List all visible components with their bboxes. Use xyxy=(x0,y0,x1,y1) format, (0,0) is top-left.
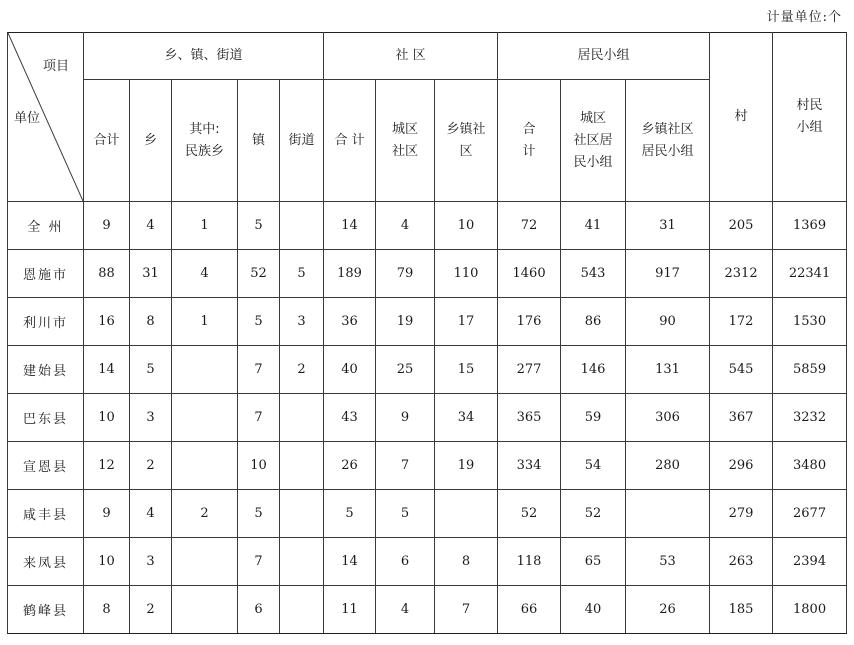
cell-town-community: 17 xyxy=(435,298,498,346)
cell-village: 205 xyxy=(710,202,773,250)
cell-community-total: 189 xyxy=(324,250,376,298)
cell-town-community xyxy=(435,490,498,538)
cell-city-community: 25 xyxy=(376,346,435,394)
cell-villager-groups: 2394 xyxy=(773,538,847,586)
cell-town-resident-groups: 53 xyxy=(626,538,710,586)
cell-resident-groups-total: 176 xyxy=(498,298,561,346)
header-villager-groups-line2: 小组 xyxy=(796,120,823,135)
header-village: 村 xyxy=(710,33,773,202)
table-row xyxy=(8,298,847,346)
row-region-name: 利川市 xyxy=(8,298,84,346)
cell-resident-groups-total: 118 xyxy=(498,538,561,586)
cell-township: 4 xyxy=(130,202,172,250)
cell-city-resident-groups: 41 xyxy=(561,202,626,250)
cell-resident-groups-total: 52 xyxy=(498,490,561,538)
cell-villager-groups: 2677 xyxy=(773,490,847,538)
cell-city-resident-groups: 543 xyxy=(561,250,626,298)
cell-city-community: 9 xyxy=(376,394,435,442)
header-city-rg-line1: 城区 xyxy=(580,110,607,126)
cell-town-resident-groups: 131 xyxy=(626,346,710,394)
cell-city-community: 5 xyxy=(376,490,435,538)
cell-town: 5 xyxy=(238,490,280,538)
unit-note: 计量单位:个 xyxy=(766,10,842,25)
cell-village: 172 xyxy=(710,298,773,346)
cell-village: 296 xyxy=(710,442,773,490)
cell-ethnic-township: 1 xyxy=(172,298,238,346)
header-town-rg-line1: 乡镇社区 xyxy=(641,121,694,137)
cell-community-total: 14 xyxy=(324,202,376,250)
cell-city-community: 4 xyxy=(376,202,435,250)
cell-town: 10 xyxy=(238,442,280,490)
cell-villager-groups: 1530 xyxy=(773,298,847,346)
cell-city-resident-groups: 65 xyxy=(561,538,626,586)
cell-community-total: 36 xyxy=(324,298,376,346)
header-town-rg-line2: 居民小组 xyxy=(641,143,694,159)
cell-city-resident-groups: 52 xyxy=(561,490,626,538)
cell-township: 31 xyxy=(130,250,172,298)
cell-city-community: 6 xyxy=(376,538,435,586)
cell-village: 2312 xyxy=(710,250,773,298)
table-row xyxy=(8,250,847,298)
cell-community-total: 40 xyxy=(324,346,376,394)
cell-town-community: 10 xyxy=(435,202,498,250)
header-city-resident-groups xyxy=(561,80,626,202)
cell-villager-groups: 1800 xyxy=(773,586,847,634)
cell-village: 263 xyxy=(710,538,773,586)
cell-city-community: 7 xyxy=(376,442,435,490)
cell-street xyxy=(280,538,324,586)
cell-resident-groups-total: 334 xyxy=(498,442,561,490)
cell-resident-groups-total: 72 xyxy=(498,202,561,250)
cell-village: 367 xyxy=(710,394,773,442)
cell-street xyxy=(280,586,324,634)
cell-town-community: 110 xyxy=(435,250,498,298)
row-region-name: 宣恩县 xyxy=(8,442,84,490)
cell-street xyxy=(280,442,324,490)
cell-ethnic-township xyxy=(172,346,238,394)
cell-village: 279 xyxy=(710,490,773,538)
cell-town-community: 19 xyxy=(435,442,498,490)
cell-ethnic-township: 4 xyxy=(172,250,238,298)
header-city-rg-line3: 民小组 xyxy=(573,154,613,170)
header-city-rg-line2: 社区居 xyxy=(573,132,613,148)
cell-town: 5 xyxy=(238,202,280,250)
cell-ethnic-township: 1 xyxy=(172,202,238,250)
header-town-community-line2: 区 xyxy=(459,143,473,159)
cell-township: 2 xyxy=(130,586,172,634)
header-town-community-line1: 乡镇社 xyxy=(446,121,486,137)
cell-towns-total: 12 xyxy=(84,442,130,490)
table-body xyxy=(8,202,847,634)
cell-town-resident-groups: 90 xyxy=(626,298,710,346)
cell-villager-groups: 22341 xyxy=(773,250,847,298)
cell-township: 3 xyxy=(130,538,172,586)
cell-towns-total: 10 xyxy=(84,538,130,586)
cell-ethnic-township xyxy=(172,394,238,442)
header-towns-total: 合计 xyxy=(84,80,130,202)
cell-city-community: 79 xyxy=(376,250,435,298)
cell-town-community: 15 xyxy=(435,346,498,394)
cell-town-community: 7 xyxy=(435,586,498,634)
header-community-group: 社 区 xyxy=(324,33,498,80)
row-region-name: 来凤县 xyxy=(8,538,84,586)
cell-city-resident-groups: 86 xyxy=(561,298,626,346)
cell-resident-groups-total: 365 xyxy=(498,394,561,442)
cell-towns-total: 8 xyxy=(84,586,130,634)
cell-township: 8 xyxy=(130,298,172,346)
cell-township: 4 xyxy=(130,490,172,538)
cell-villager-groups: 3480 xyxy=(773,442,847,490)
header-city-community-line1: 城区 xyxy=(392,121,419,137)
cell-township: 5 xyxy=(130,346,172,394)
cell-city-resident-groups: 59 xyxy=(561,394,626,442)
cell-ethnic-township xyxy=(172,442,238,490)
table-row xyxy=(8,202,847,250)
cell-town: 7 xyxy=(238,538,280,586)
cell-towns-total: 88 xyxy=(84,250,130,298)
cell-village: 185 xyxy=(710,586,773,634)
cell-town: 6 xyxy=(238,586,280,634)
header-township: 乡 xyxy=(130,80,172,202)
cell-city-resident-groups: 54 xyxy=(561,442,626,490)
table-row xyxy=(8,538,847,586)
cell-street xyxy=(280,394,324,442)
header-towns-group: 乡、镇、街道 xyxy=(84,33,324,80)
cell-ethnic-township: 2 xyxy=(172,490,238,538)
cell-community-total: 14 xyxy=(324,538,376,586)
cell-street xyxy=(280,490,324,538)
cell-city-community: 4 xyxy=(376,586,435,634)
header-town-community xyxy=(435,80,498,202)
cell-town-resident-groups xyxy=(626,490,710,538)
header-resident-groups-total xyxy=(498,80,561,202)
header-rg-total-line1: 合 xyxy=(522,121,536,137)
header-rg-total-line2: 计 xyxy=(522,143,536,159)
header-ethnic-line1: 其中: xyxy=(189,121,220,137)
row-region-name: 恩施市 xyxy=(8,250,84,298)
cell-towns-total: 9 xyxy=(84,202,130,250)
cell-village: 545 xyxy=(710,346,773,394)
cell-town-community: 34 xyxy=(435,394,498,442)
cell-community-total: 26 xyxy=(324,442,376,490)
cell-community-total: 43 xyxy=(324,394,376,442)
row-region-name: 鹤峰县 xyxy=(8,586,84,634)
cell-villager-groups: 5859 xyxy=(773,346,847,394)
cell-town-resident-groups: 306 xyxy=(626,394,710,442)
header-town: 镇 xyxy=(238,80,280,202)
header-villager-groups-line1: 村民 xyxy=(796,98,823,113)
cell-street: 2 xyxy=(280,346,324,394)
corner-header xyxy=(8,33,84,202)
header-ethnic-line2: 民族乡 xyxy=(184,143,224,159)
table-row xyxy=(8,346,847,394)
row-region-name: 全 州 xyxy=(8,202,84,250)
header-community-total: 合 计 xyxy=(324,80,376,202)
table-row xyxy=(8,442,847,490)
cell-towns-total: 16 xyxy=(84,298,130,346)
header-group-row xyxy=(8,33,847,80)
cell-town: 7 xyxy=(238,346,280,394)
cell-city-community: 19 xyxy=(376,298,435,346)
cell-resident-groups-total: 66 xyxy=(498,586,561,634)
corner-item-label: 项目 xyxy=(42,59,69,74)
cell-street xyxy=(280,202,324,250)
cell-ethnic-township xyxy=(172,586,238,634)
cell-villager-groups: 1369 xyxy=(773,202,847,250)
cell-towns-total: 9 xyxy=(84,490,130,538)
header-city-community-line2: 社区 xyxy=(392,143,419,159)
cell-town: 52 xyxy=(238,250,280,298)
row-region-name: 巴东县 xyxy=(8,394,84,442)
cell-community-total: 5 xyxy=(324,490,376,538)
cell-towns-total: 14 xyxy=(84,346,130,394)
cell-town-community: 8 xyxy=(435,538,498,586)
cell-resident-groups-total: 277 xyxy=(498,346,561,394)
cell-street: 5 xyxy=(280,250,324,298)
cell-resident-groups-total: 1460 xyxy=(498,250,561,298)
cell-city-resident-groups: 146 xyxy=(561,346,626,394)
cell-town-resident-groups: 917 xyxy=(626,250,710,298)
row-region-name: 建始县 xyxy=(8,346,84,394)
cell-ethnic-township xyxy=(172,538,238,586)
cell-town: 7 xyxy=(238,394,280,442)
header-town-resident-groups xyxy=(626,80,710,202)
cell-villager-groups: 3232 xyxy=(773,394,847,442)
header-ethnic-township xyxy=(172,80,238,202)
table-row xyxy=(8,586,847,634)
cell-town-resident-groups: 31 xyxy=(626,202,710,250)
table-row xyxy=(8,490,847,538)
corner-unit-label: 单位 xyxy=(14,111,41,126)
cell-township: 2 xyxy=(130,442,172,490)
cell-town: 5 xyxy=(238,298,280,346)
statistics-table xyxy=(7,32,847,634)
cell-street: 3 xyxy=(280,298,324,346)
cell-towns-total: 10 xyxy=(84,394,130,442)
header-villager-groups xyxy=(773,33,847,202)
cell-community-total: 11 xyxy=(324,586,376,634)
header-city-community xyxy=(376,80,435,202)
cell-township: 3 xyxy=(130,394,172,442)
cell-town-resident-groups: 26 xyxy=(626,586,710,634)
row-region-name: 咸丰县 xyxy=(8,490,84,538)
header-street: 街道 xyxy=(280,80,324,202)
table-row xyxy=(8,394,847,442)
cell-town-resident-groups: 280 xyxy=(626,442,710,490)
cell-city-resident-groups: 40 xyxy=(561,586,626,634)
header-resident-groups-group: 居民小组 xyxy=(498,33,710,80)
